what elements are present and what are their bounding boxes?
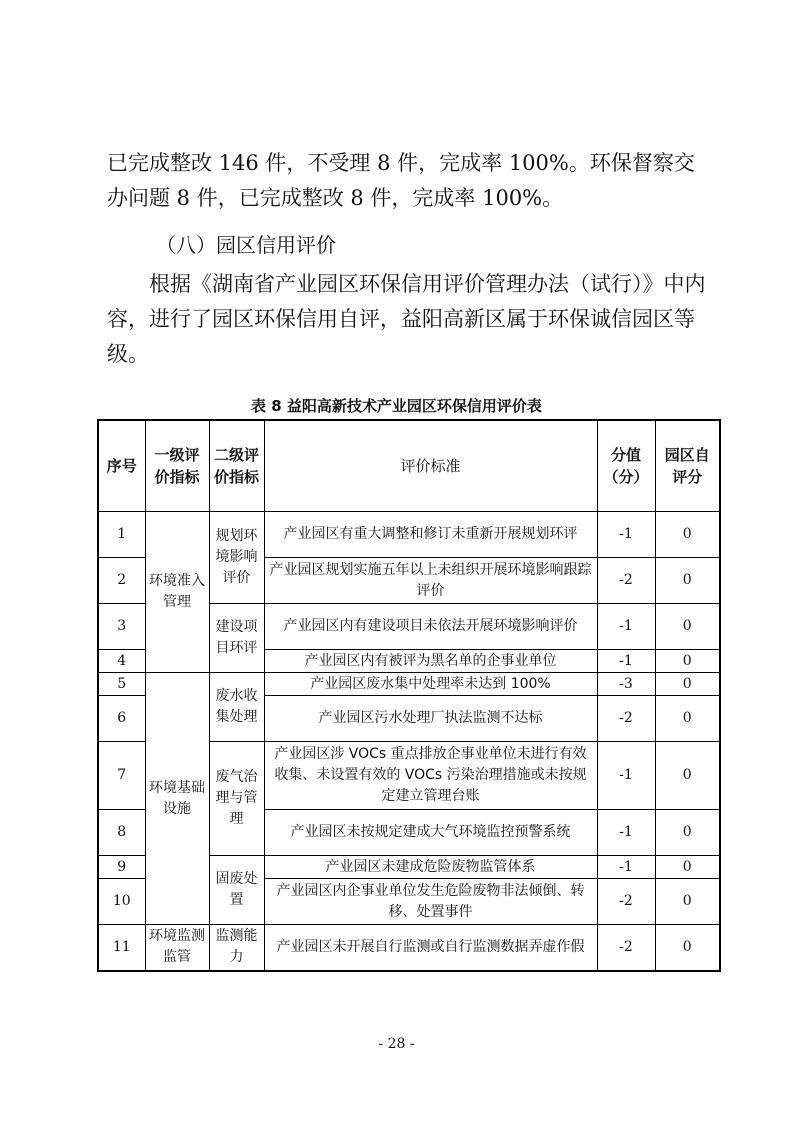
table-header-row <box>98 420 720 512</box>
self-score-cell: 0 <box>655 650 720 673</box>
self-score-cell: 0 <box>655 558 720 604</box>
row-number: 9 <box>98 856 145 879</box>
header-level2: 二级评价指标 <box>209 420 264 512</box>
criteria-cell: 产业园区未开展自行监测或自行监测数据弄虚作假 <box>264 925 597 971</box>
section-heading: （八）园区信用评价 <box>156 233 336 257</box>
level2-indicator: 规划环境影响评价 <box>209 512 264 604</box>
paragraph-credit-evaluation <box>107 267 707 372</box>
level2-indicator: 废水收集处理 <box>209 673 264 742</box>
header-self-score: 园区自评分 <box>655 420 720 512</box>
level1-indicator: 环境基础设施 <box>145 673 209 925</box>
header-seq: 序号 <box>98 420 145 512</box>
row-number: 5 <box>98 673 145 696</box>
row-number: 7 <box>98 742 145 810</box>
self-score-cell: 0 <box>655 810 720 856</box>
level2-indicator: 固废处置 <box>209 856 264 925</box>
header-score: 分值（分） <box>597 420 655 512</box>
criteria-cell: 产业园区内有被评为黑名单的企事业单位 <box>264 650 597 673</box>
self-score-cell: 0 <box>655 673 720 696</box>
score-cell: -1 <box>597 810 655 856</box>
level1-indicator: 环境准入管理 <box>145 512 209 673</box>
score-cell: -1 <box>597 604 655 650</box>
row-number: 2 <box>98 558 145 604</box>
header-level1: 一级评价指标 <box>145 420 209 512</box>
row-number: 1 <box>98 512 145 558</box>
table-caption: 表 8 益阳高新技术产业园区环保信用评价表 <box>251 397 542 415</box>
row-number: 3 <box>98 604 145 650</box>
page-number: - 28 - <box>378 1036 415 1052</box>
criteria-cell: 产业园区内企事业单位发生危险废物非法倾倒、转移、处置事件 <box>264 879 597 925</box>
score-cell: -1 <box>597 856 655 879</box>
self-score-cell: 0 <box>655 856 720 879</box>
level2-indicator: 废气治理与管理 <box>209 742 264 856</box>
score-cell: -2 <box>597 879 655 925</box>
credit-evaluation-table <box>97 419 721 972</box>
score-cell: -2 <box>597 925 655 971</box>
score-cell: -1 <box>597 512 655 558</box>
criteria-cell: 产业园区未按规定建成大气环境监控预警系统 <box>264 810 597 856</box>
self-score-cell: 0 <box>655 742 720 810</box>
criteria-cell: 产业园区规划实施五年以上未组织开展环境影响跟踪评价 <box>264 558 597 604</box>
self-score-cell: 0 <box>655 604 720 650</box>
level1-indicator: 环境监测监管 <box>145 925 209 971</box>
paragraph-rectification: 已完成整改 146 件，不受理 8 件，完成率 100%。环保督察交办问题 8 件，已完成整改 8 件，完成率 100%。 <box>107 151 695 210</box>
score-cell: -2 <box>597 558 655 604</box>
row-number: 8 <box>98 810 145 856</box>
criteria-cell: 产业园区废水集中处理率未达到 100% <box>264 673 597 696</box>
criteria-cell: 产业园区有重大调整和修订未重新开展规划环评 <box>264 512 597 558</box>
criteria-cell: 产业园区涉 VOCs 重点排放企事业单位未进行有效收集、未设置有效的 VOCs 污染治理措施或未按规定建立管理台账 <box>264 742 597 810</box>
level2-indicator: 建设项目环评 <box>209 604 264 673</box>
self-score-cell: 0 <box>655 512 720 558</box>
paragraph-credit-text: 根据《湖南省产业园区环保信用评价管理办法（试行）》中内容，进行了园区环保信用自评，益阳高新区属于环保诚信园区等级。 <box>107 272 706 366</box>
table-row <box>98 673 720 696</box>
score-cell: -1 <box>597 742 655 810</box>
level2-indicator: 监测能力 <box>209 925 264 971</box>
criteria-cell: 产业园区内有建设项目未依法开展环境影响评价 <box>264 604 597 650</box>
row-number: 4 <box>98 650 145 673</box>
table-row <box>98 925 720 971</box>
score-cell: -2 <box>597 696 655 742</box>
table-row <box>98 512 720 558</box>
header-criteria: 评价标准 <box>264 420 597 512</box>
criteria-cell: 产业园区未建成危险废物监管体系 <box>264 856 597 879</box>
self-score-cell: 0 <box>655 879 720 925</box>
criteria-cell: 产业园区污水处理厂执法监测不达标 <box>264 696 597 742</box>
self-score-cell: 0 <box>655 696 720 742</box>
score-cell: -1 <box>597 650 655 673</box>
row-number: 11 <box>98 925 145 971</box>
score-cell: -3 <box>597 673 655 696</box>
self-score-cell: 0 <box>655 925 720 971</box>
row-number: 10 <box>98 879 145 925</box>
row-number: 6 <box>98 696 145 742</box>
